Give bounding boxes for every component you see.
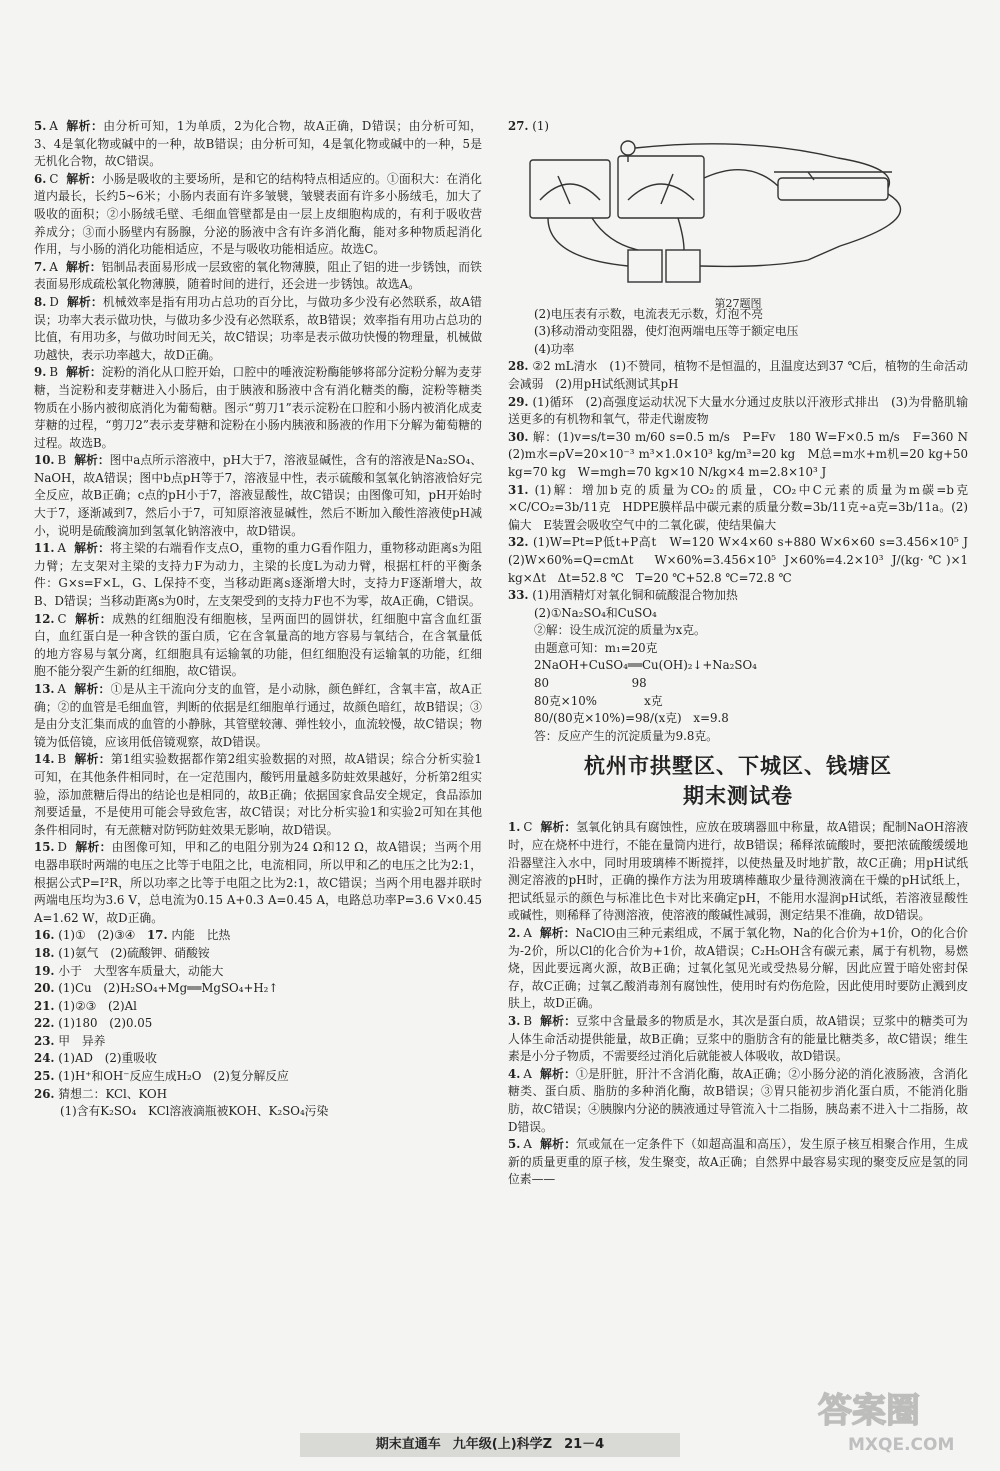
- answer-letter: A: [523, 1066, 532, 1081]
- right-column: [508, 118, 980, 1189]
- answer-text: 成熟的红细胞没有细胞核，呈两面凹的圆饼状，红细胞中富含血红蛋白，血红蛋白是一种含铁的蛋白质，它在含氧量高的地方容易与氧结合，在含氧量低的地方容易与氧分离，红细胞具有运输氧的功能，但红细胞没有运输氧的功能，红细胞不能分裂产生新的红细胞，故C错误。: [34, 611, 482, 679]
- rheostat-icon: [778, 178, 888, 200]
- analysis-label: 解析：: [75, 840, 112, 855]
- circuit-diagram: [508, 138, 948, 288]
- answer-letter: C: [49, 171, 59, 186]
- item-number: 5.: [508, 1137, 521, 1152]
- item-number: 9.: [34, 365, 47, 380]
- answer-item: [34, 452, 482, 540]
- item-number: 28.: [508, 359, 529, 374]
- svg-text:MXQE.COM: MXQE.COM: [848, 1435, 955, 1455]
- answer-item: [34, 364, 482, 452]
- answer-text: ①是肝脏，肝汁不含消化酶，故A正确；②小肠分泌的消化液肠液，含消化糖类、蛋白质、脂肪的多种消化酶，故B错误；③胃只能初步消化蛋白质，不能消化脂肪，故C错误；④胰腺内分泌的胰液通过导管流入十二指肠，胰岛素不进入十二指肠，故D错误。: [508, 1066, 968, 1134]
- answer-text: (1)解：增加b克的质量为CO₂的质量，CO₂中C元素的质量为m碳=b克×C/CO₂=3b/11克 HDPE膜样品中碳元素的质量分数=3b/11克÷a克=3b/11a。(2)偏大 E装置会吸收空气中的二氧化碳，使结果偏大: [508, 482, 968, 532]
- answer-item: [508, 358, 968, 393]
- answer-text: 将主梁的右端看作支点O，重物的重力G看作阻力，重物移动距离s为阻力臂；左支架对主梁的支持力F为动力，主梁的长度L为动力臂，根据杠杆的平衡条件：G×s=F×L，G、L保持不变，当移动距离s逐渐增大时，支持力F逐渐增大，故B、D错误；当移动距离s为0时，左支架受到的支持力F也不为零，故A正确，C错误。: [34, 541, 482, 609]
- short-answer: 19. 小于 大型客车质量大，动能大: [34, 963, 224, 978]
- section-title: 杭州市拱墅区、下城区、钱塘区 期末测试卷: [584, 754, 892, 809]
- q27-line: (3)移动滑动变阻器，使灯泡两端电压等于额定电压: [534, 324, 799, 339]
- answer-text: 解：(1)v=s/t=30 m/60 s=0.5 m/s P=Fv 180 W=F×0.5 m/s F=360 N (2)m水=ρV=20×10⁻³ m³×1.0×10³ kg/m³=20 kg M总=m水+m机=20 kg+50 kg=70 kg W=mgh=70 kg×10 N/kg×4 m=2.8×10³ J: [508, 429, 980, 479]
- lamp-icon: [621, 141, 635, 155]
- analysis-label: 解析：: [540, 1013, 577, 1028]
- analysis-label: 解析：: [74, 682, 111, 696]
- analysis-label: 解析：: [539, 926, 576, 940]
- answer-text: (1)循环 (2)高强度运动状况下大量水分通过皮肤以汗液形式排出 (3)为骨骼肌输送更多的有机物和氧气，带走代谢废物: [508, 394, 968, 427]
- page-footer: 期末直通车 九年级(上)科学Z 21－4: [300, 1433, 680, 1457]
- answer-text: 第1组实验数据都作第2组实验数据的对照，故A错误；综合分析实验1可知，在其他条件相同时，在一定范围内，酸钙用量越多防蛀效果越好，分析第2组实验，添加蔗糖后得出的结论也是相同的，故B正确；依据国家食品安全规定，食品添加剂要适量，不是使用可能会导致危害，故C错误；对比分析实验1和实验2可知在其他条件相同时，有无蔗糖对防钙防蛀效果无影响，故D错误。: [34, 752, 482, 837]
- item-number: 29.: [508, 394, 529, 409]
- answer-text: 铝制品表面易形成一层致密的氧化物薄膜，阻止了铝的进一步锈蚀，而铁表面易形成疏松氧化物薄膜，随着时间的进行，还会进一步锈蚀。故选A。: [34, 259, 482, 292]
- answer-text: 豆浆中含量最多的物质是水，其次是蛋白质，故A错误；豆浆中的糖类可为人体生命活动提供能量，故B正确；豆浆中的脂肪含有的能量比糖类多，故C错误；维生素是小分子物质，不需要经过消化后就能被人体吸收，故D错误。: [508, 1013, 968, 1064]
- answer-text: 淀粉的消化从口腔开始，口腔中的唾液淀粉酶能够将部分淀粉分解为麦芽糖，当淀粉和麦芽糖进入小肠后，由于胰液和肠液中含有消化糖类的酶，淀粉等糖类物质在小肠内被彻底消化为葡萄糖。图示“剪刀1”表示淀粉在口腔和小肠内被消化成麦芽糖的过程，“剪刀2”表示麦芽糖和淀粉在小肠内胰液和肠液的作用下分解为葡萄糖的过程。故选B。: [34, 365, 482, 450]
- short-answer: 21. (1)②③ (2)Al: [34, 998, 137, 1013]
- item-number: 6.: [34, 171, 47, 186]
- answer-text: 氘或氚在一定条件下（如超高温和高压），发生原子核互相聚合作用，生成新的质量更重的原子核，发生聚变，故A正确；自然界中最容易实现的聚变反应是氢的同位素——: [508, 1137, 968, 1187]
- switch-icon: [808, 246, 840, 260]
- analysis-label: 解析：: [540, 820, 577, 835]
- item-number: 11.: [34, 541, 55, 556]
- short-answer: 22. (1)180 (2)0.05: [34, 1016, 153, 1031]
- short-answer: 24. (1)AD (2)重吸收: [34, 1051, 157, 1066]
- analysis-label: 解析：: [539, 1137, 577, 1152]
- answer-letter: C: [523, 820, 533, 835]
- analysis-label: 解析：: [74, 752, 111, 767]
- q26-detail: (1)含有K₂SO₄ KCl溶液滴瓶被KOH、K₂SO₄污染: [60, 1104, 329, 1119]
- answer-text: 由图像可知，甲和乙的电阻分别为24 Ω和12 Ω，故A错误；当两个用电器串联时两端的电压之比等于电阻之比，电流相同，所以甲和乙的电压之比为2:1，根据公式P=I²R，所以功率之比等于电阻之比为2:1，故C错误；当两个用电器并联时两端电压均为3.6 V，总电流为0.15 A+0.3 A=0.45 A，电路总功率P=3.6 V×0.45 A=1.62 W，故D正确。: [34, 840, 482, 925]
- answer-item: [34, 611, 482, 681]
- q33-line: 80克×10% x克: [534, 693, 663, 708]
- answer-item: [34, 294, 482, 364]
- answer-text: 氢氧化钠具有腐蚀性，应放在玻璃器皿中称量，故A错误；配制NaOH溶液时，应在烧杯中进行，不能在量筒内进行，故B错误；稀释浓硫酸时，要把浓硫酸缓缓地沿器壁注入水中，同时用玻璃棒不断搅拌，以使热量及时地扩散，故C正确；用pH试纸测定溶液的pH时，正确的操作方法为用玻璃棒蘸取少量待测液滴在干燥的pH试纸上，把试纸显示的颜色与标准比色卡对比来确定pH，不能用水湿润pH试纸，若溶液显酸性或碱性，则稀释了待测溶液，使溶液的酸碱性减弱，测定结果不准确，故D错误。: [508, 820, 968, 923]
- answer-text: 机械效率是指有用功占总功的百分比，与做功多少没有必然联系，故A错误；功率大表示做功快，与做功多少没有必然联系，故B错误；效率指有用功占总功的比值，有用功多，与做功时间无关，故C错误；功率是表示做功快慢的物理量，机械做功越快，表示功率越大，故D正确。: [34, 294, 482, 362]
- answer-text: 由分析可知，1为单质，2为化合物，故A正确，D错误；由分析可知，3、4是氧化物或碱中的一种，故B错误；由分析可知，4是氧化物或碱中的一种，5是无机化合物，故C错误。: [34, 119, 482, 169]
- answer-text: (1)W=Pt=P低t+P高t W=120 W×4×60 s+880 W×6×60 s=3.456×10⁵ J (2)W×60%=Q=cmΔt W×60%=3.456×10⁵ J×60%=4.2×10³ J/(kg·℃)×1 kg×Δt Δt=52.8 ℃ T=20 ℃+52.8 ℃=72.8 ℃: [508, 535, 980, 585]
- answer-text: 图中a点所示溶液中，pH大于7，溶液显碱性，含有的溶液是Na₂SO₄、NaOH，故A错误；图中b点pH等于7，溶液显中性，表示硫酸和氢氧化钠溶液恰好完全反应，故B正确；c点的pH小于7，溶液显酸性，故C错误；由图像可知，pH开始时大于7，逐渐减到7，然后小于7，可知原溶液显碱性，然后不断加入酸性溶液使pH减小，说明是硫酸滴加到氢氧化钠溶液中，故D错误。: [34, 453, 482, 538]
- short-answer: 18. (1)氨气 (2)硫酸钾、硝酸铵: [34, 945, 210, 960]
- answer-letter: A: [49, 119, 58, 133]
- answer-letter: C: [57, 611, 67, 626]
- analysis-label: 解析：: [65, 259, 102, 274]
- item-number: 15.: [34, 840, 55, 855]
- item-number: 13.: [34, 682, 55, 696]
- item-number: 14.: [34, 752, 55, 767]
- analysis-label: 解析：: [66, 365, 102, 380]
- q27-line: (4)功率: [534, 341, 575, 356]
- answer-item: [34, 259, 482, 294]
- answer-item: [34, 751, 482, 839]
- answer-text: NaClO由三种元素组成，不属于氧化物，Na的化合价为+1价，O的化合价为-2价，所以Cl的化合价为+1价，故A错误；C₂H₅OH含有碳元素，属于有机物，易燃烧，因此要远离火源，故B正确；过氧化氢见光或受热易分解，因此应置于暗处密封保存，故C正确；过氧乙酸消毒剂有腐蚀性，使用时有灼伤危险，因此使用时要防止溅到皮肤上，故D正确。: [508, 926, 968, 1011]
- short-answer: 26. 猜想二：KCl、KOH: [34, 1086, 168, 1101]
- figure-caption: 第27题图: [714, 297, 762, 311]
- q33-line: 80/(80克×10%)=98/(x克) x=9.8: [534, 711, 729, 726]
- question-27: 27. (1): [508, 119, 549, 133]
- answer-text: 小肠是吸收的主要场所，是和它的结构特点相适应的。①面积大：在消化道内最长，长约5~6米；小肠内表面有许多皱襞，皱襞表面有许多小肠绒毛，加大了吸收的面积；②小肠绒毛壁、毛细血管壁都是由一层上皮细胞构成的，有利于吸收营养成分；③而小肠壁内有肠腺，分泌的肠液中含有许多消化酶，能对多种物质起消化作用，与小肠的消化功能相适应，不是与吸收功能相适应。故选C。: [34, 171, 482, 257]
- battery-icon: [628, 250, 662, 282]
- answer-text: (1)用酒精灯对氧化铜和硫酸混合物加热: [532, 588, 738, 603]
- answer-letter: D: [57, 840, 67, 855]
- item-number: 2.: [508, 926, 521, 940]
- analysis-label: 解析：: [65, 119, 104, 133]
- item-number: 4.: [508, 1066, 521, 1081]
- analysis-label: 解析：: [74, 611, 113, 626]
- analysis-label: 解析：: [66, 294, 103, 309]
- q33-line: (2)①Na₂SO₄和CuSO₄: [534, 605, 657, 620]
- answer-item: [508, 429, 980, 482]
- answer-letter: B: [49, 365, 58, 380]
- answer-letter: A: [57, 682, 67, 696]
- answer-item: [508, 819, 968, 925]
- analysis-label: 解析：: [539, 1066, 576, 1081]
- answer-letter: A: [57, 541, 67, 556]
- answer-text: ②2 mL清水 (1)不赞同，植物不是恒温的，且温度达到37 ℃后，植物的生命活动会减弱 (2)用pH试纸测试其pH: [508, 359, 968, 391]
- answer-item: [508, 1136, 968, 1189]
- item-number: 33.: [508, 588, 529, 603]
- q33-line: 由题意可知：m₁=20克: [534, 640, 658, 655]
- answer-item: [508, 1066, 968, 1136]
- q33-line: 答：反应产生的沉淀质量为9.8克。: [534, 728, 718, 743]
- answer-letter: B: [523, 1013, 532, 1028]
- item-number: 10.: [34, 453, 55, 468]
- item-number: 5.: [34, 119, 47, 133]
- item-number: 31.: [508, 482, 529, 497]
- item-number: 8.: [34, 294, 47, 309]
- voltmeter-icon: [530, 160, 610, 218]
- q33-line: 80 98: [534, 676, 647, 691]
- answer-item: [508, 394, 968, 429]
- answer-letter: B: [57, 752, 67, 767]
- short-answer: 20. (1)Cu (2)H₂SO₄+Mg══MgSO₄+H₂↑: [34, 981, 279, 996]
- answer-letter: D: [49, 294, 59, 309]
- circuit-figure: [508, 138, 968, 311]
- item-number: 12.: [34, 611, 55, 626]
- answer-text: ①是从主干流向分支的血管，是小动脉，颜色鲜红，含氧丰富，故A正确；②的血管是毛细血管，判断的依据是红细胞单行通过，故颜色暗红，故B错误；③是由分支汇集而成的血管的小静脉，其管壁较薄、弹性较小，血流较慢，故C错误；物镜为低倍镜，应该用低倍镜观察，故D错误。: [34, 682, 482, 749]
- item-number: 32.: [508, 535, 529, 550]
- answer-letter: A: [49, 259, 58, 274]
- short-answer: 25. (1)H⁺和OH⁻反应生成H₂O (2)复分解反应: [34, 1069, 289, 1084]
- ammeter-icon: [618, 156, 704, 218]
- item-number: 1.: [508, 820, 521, 835]
- answer-item: [34, 839, 482, 927]
- answer-item: [508, 925, 968, 1013]
- item-number: 30.: [508, 429, 529, 444]
- short-answer: 16. (1)① (2)③④ 17. 内能 比热: [34, 928, 231, 943]
- item-number: 3.: [508, 1013, 521, 1028]
- answer-letter: A: [523, 1137, 532, 1152]
- q27-line: (2)电压表有示数，电流表无示数，灯泡不亮: [534, 306, 764, 321]
- answer-item: [34, 540, 482, 610]
- answer-item: [508, 587, 968, 605]
- answer-letter: A: [523, 926, 532, 940]
- analysis-label: 解析：: [74, 453, 110, 468]
- answer-letter: B: [57, 453, 67, 468]
- answer-item: [508, 534, 980, 587]
- answer-item: [508, 482, 968, 535]
- answer-item: [508, 1013, 968, 1066]
- analysis-label: 解析：: [66, 171, 103, 186]
- short-answer: 23. 甲 异养: [34, 1033, 106, 1048]
- item-number: 7.: [34, 259, 47, 274]
- answer-item: [34, 171, 482, 259]
- analysis-label: 解析：: [74, 541, 111, 556]
- watermark-logo: [808, 1378, 978, 1458]
- q33-line: 2NaOH+CuSO₄══Cu(OH)₂↓+Na₂SO₄: [534, 658, 757, 673]
- answer-item: [34, 681, 482, 751]
- answer-item: [34, 118, 482, 171]
- left-column: [34, 118, 482, 1121]
- svg-text:答案圈: 答案圈: [818, 1391, 920, 1431]
- q33-line: ②解：设生成沉淀的质量为x克。: [534, 623, 706, 638]
